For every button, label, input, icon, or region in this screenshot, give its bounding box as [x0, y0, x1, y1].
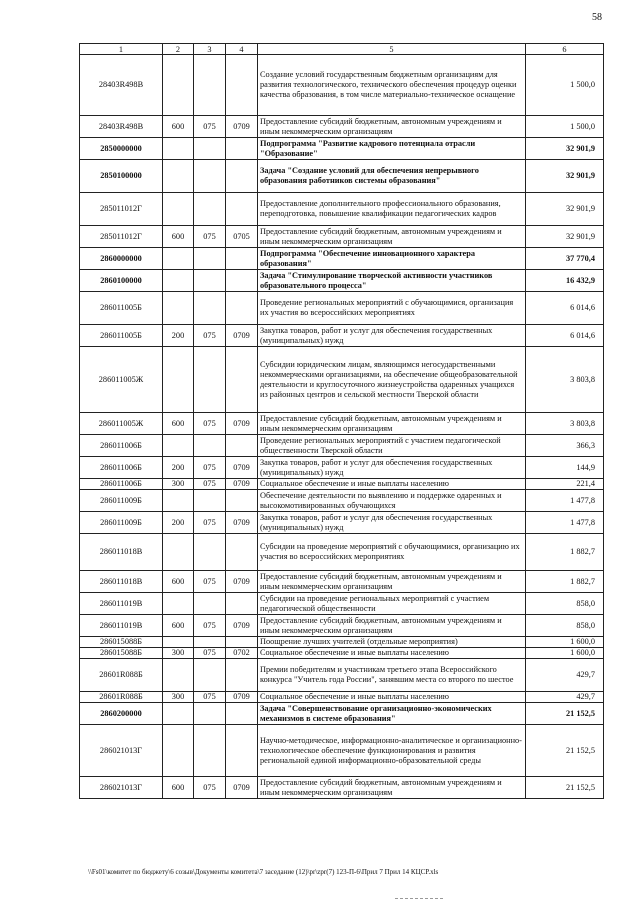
column-header: 4	[226, 44, 258, 55]
row-amount: 1 882,7	[526, 571, 604, 593]
table-row	[80, 193, 604, 226]
table-row	[80, 457, 604, 479]
table-row	[80, 534, 604, 571]
row-description: Социальное обеспечение и иные выплаты населению	[258, 479, 526, 490]
row-code: 286011009Б	[80, 512, 163, 534]
column-header: 5	[258, 44, 526, 55]
row-description: Задача "Создание условий для обеспечения непрерывного образования работников системы образования"	[258, 160, 526, 193]
row-expense-type	[163, 160, 194, 193]
row-amount: 221,4	[526, 479, 604, 490]
scan-artifact-line	[395, 898, 443, 899]
budget-table-body	[80, 44, 604, 799]
row-description: Закупка товаров, работ и услуг для обеспечения государственных (муниципальных) нужд	[258, 457, 526, 479]
row-amount: 21 152,5	[526, 777, 604, 799]
table-row	[80, 777, 604, 799]
table-row	[80, 292, 604, 325]
row-amount: 429,7	[526, 692, 604, 703]
table-row	[80, 692, 604, 703]
row-code: 286011006Б	[80, 479, 163, 490]
row-expense-type: 600	[163, 226, 194, 248]
row-expense-type	[163, 490, 194, 512]
row-expense-type	[163, 292, 194, 325]
row-expense-type: 600	[163, 615, 194, 637]
row-amount: 3 803,8	[526, 413, 604, 435]
row-expense-type	[163, 193, 194, 226]
row-amount: 21 152,5	[526, 725, 604, 777]
table-row	[80, 512, 604, 534]
budget-table	[79, 43, 604, 799]
row-code: 286011019В	[80, 593, 163, 615]
row-description: Задача "Стимулирование творческой активности участников образовательного процесса"	[258, 270, 526, 292]
row-amount: 3 803,8	[526, 347, 604, 413]
row-section-code: 0709	[226, 116, 258, 138]
row-section-code	[226, 490, 258, 512]
row-amount: 1 600,0	[526, 637, 604, 648]
row-section-code: 0709	[226, 457, 258, 479]
row-amount: 37 770,4	[526, 248, 604, 270]
row-ministry-code	[194, 248, 226, 270]
table-row	[80, 413, 604, 435]
row-code: 28403R498В	[80, 116, 163, 138]
row-description: Субсидии на проведение региональных мероприятий с участием педагогической общественности	[258, 593, 526, 615]
row-ministry-code	[194, 193, 226, 226]
row-ministry-code: 075	[194, 615, 226, 637]
row-ministry-code	[194, 347, 226, 413]
row-section-code	[226, 160, 258, 193]
table-row	[80, 725, 604, 777]
row-expense-type	[163, 637, 194, 648]
row-description: Проведение региональных мероприятий с обучающимися, организация их участия во всероссийских мероприятиях	[258, 292, 526, 325]
row-ministry-code: 075	[194, 648, 226, 659]
row-ministry-code: 075	[194, 116, 226, 138]
table-row	[80, 248, 604, 270]
row-section-code: 0709	[226, 413, 258, 435]
row-amount: 1 477,8	[526, 490, 604, 512]
row-description: Предоставление субсидий бюджетным, автономным учреждениям и иным некоммерческим организациям	[258, 571, 526, 593]
row-amount: 858,0	[526, 615, 604, 637]
row-expense-type	[163, 55, 194, 116]
row-code: 285011012Г	[80, 226, 163, 248]
table-row	[80, 593, 604, 615]
row-section-code	[226, 292, 258, 325]
row-ministry-code	[194, 55, 226, 116]
table-row	[80, 479, 604, 490]
row-expense-type: 200	[163, 512, 194, 534]
row-ministry-code: 075	[194, 413, 226, 435]
table-row	[80, 347, 604, 413]
row-code: 286011005Б	[80, 325, 163, 347]
row-code: 286011005Ж	[80, 347, 163, 413]
row-description: Субсидии на проведение мероприятий с обучающимися, организацию их участия во всероссийских мероприятиях	[258, 534, 526, 571]
row-code: 28403R498В	[80, 55, 163, 116]
row-description: Поощрение лучших учителей (отдельные мероприятия)	[258, 637, 526, 648]
row-amount: 858,0	[526, 593, 604, 615]
row-code: 286011009Б	[80, 490, 163, 512]
row-code: 286011005Б	[80, 292, 163, 325]
table-row	[80, 648, 604, 659]
row-section-code	[226, 659, 258, 692]
row-description: Закупка товаров, работ и услуг для обеспечения государственных (муниципальных) нужд	[258, 512, 526, 534]
row-section-code	[226, 725, 258, 777]
row-ministry-code	[194, 435, 226, 457]
row-code: 286011018В	[80, 571, 163, 593]
row-expense-type	[163, 725, 194, 777]
row-ministry-code	[194, 637, 226, 648]
row-ministry-code: 075	[194, 692, 226, 703]
column-header: 2	[163, 44, 194, 55]
row-description: Социальное обеспечение и иные выплаты населению	[258, 692, 526, 703]
row-ministry-code	[194, 270, 226, 292]
row-ministry-code	[194, 138, 226, 160]
row-description: Создание условий государственным бюджетным организациям для развития технологического, технического обеспечения процедур оценки качества образования, в том числе материально-техническое оснащение	[258, 55, 526, 116]
row-description: Субсидии юридическим лицам, являющимся негосударственными некоммерческими организациями, на обеспечение общеобразовательной деятельности и круглосуточного жизнеустройства одаренных учащихся из районных центров и сельской местности Тверской области	[258, 347, 526, 413]
row-amount: 1 500,0	[526, 55, 604, 116]
table-row	[80, 615, 604, 637]
row-expense-type: 200	[163, 325, 194, 347]
row-section-code: 0709	[226, 777, 258, 799]
table-header-row	[80, 44, 604, 55]
row-description: Предоставление субсидий бюджетным, автономным учреждениям и иным некоммерческим организациям	[258, 226, 526, 248]
row-expense-type	[163, 347, 194, 413]
row-amount: 1 882,7	[526, 534, 604, 571]
row-expense-type	[163, 248, 194, 270]
row-code: 286011005Ж	[80, 413, 163, 435]
row-ministry-code	[194, 534, 226, 571]
row-description: Подпрограмма "Обеспечение инновационного характера образования"	[258, 248, 526, 270]
row-ministry-code: 075	[194, 512, 226, 534]
table-row	[80, 116, 604, 138]
row-expense-type	[163, 534, 194, 571]
table-row	[80, 270, 604, 292]
row-code: 2860200000	[80, 703, 163, 725]
file-path-footer: \\Fs01\комитет по бюджету\6 созыв\Документы комитета\7 заседание (12)\pr\zpr(7) 123-П-6\Прил 7 Прил 14 КЦСР.xls	[88, 868, 439, 876]
row-ministry-code	[194, 725, 226, 777]
row-section-code	[226, 435, 258, 457]
row-code: 285011012Г	[80, 193, 163, 226]
row-description: Задача "Совершенствование организационно-экономических механизмов в системе образования"	[258, 703, 526, 725]
row-amount: 1 600,0	[526, 648, 604, 659]
row-code: 286011018В	[80, 534, 163, 571]
row-section-code	[226, 55, 258, 116]
row-ministry-code	[194, 703, 226, 725]
row-code: 286015088Б	[80, 648, 163, 659]
row-description: Подпрограмма "Развитие кадрового потенциала отрасли "Образование"	[258, 138, 526, 160]
row-description: Предоставление дополнительного профессионального образования, переподготовка, повышение квалификации педагогических кадров	[258, 193, 526, 226]
row-section-code	[226, 593, 258, 615]
row-code: 2860100000	[80, 270, 163, 292]
row-ministry-code	[194, 292, 226, 325]
row-section-code	[226, 703, 258, 725]
row-expense-type	[163, 593, 194, 615]
row-description: Проведение региональных мероприятий с участием педагогической общественности Тверской области	[258, 435, 526, 457]
row-description: Предоставление субсидий бюджетным, автономным учреждениям и иным некоммерческим организациям	[258, 615, 526, 637]
row-section-code	[226, 534, 258, 571]
row-code: 28601R088Б	[80, 692, 163, 703]
table-row	[80, 435, 604, 457]
table-row	[80, 160, 604, 193]
table-row	[80, 490, 604, 512]
row-ministry-code: 075	[194, 457, 226, 479]
row-code: 2850000000	[80, 138, 163, 160]
row-expense-type	[163, 659, 194, 692]
table-row	[80, 226, 604, 248]
row-amount: 1 500,0	[526, 116, 604, 138]
row-expense-type: 200	[163, 457, 194, 479]
row-description: Предоставление субсидий бюджетным, автономным учреждениям и иным некоммерческим организациям	[258, 777, 526, 799]
row-description: Научно-методическое, информационно-аналитическое и организационно-технологическое обеспечение функционирования и развития региональной единой информационно-образовательной среды	[258, 725, 526, 777]
row-description: Предоставление субсидий бюджетным, автономным учреждениям и иным некоммерческим организациям	[258, 413, 526, 435]
row-section-code	[226, 637, 258, 648]
row-code: 2850100000	[80, 160, 163, 193]
row-code: 286021013Г	[80, 777, 163, 799]
row-ministry-code	[194, 160, 226, 193]
row-amount: 144,9	[526, 457, 604, 479]
row-amount: 6 014,6	[526, 292, 604, 325]
row-section-code: 0709	[226, 479, 258, 490]
row-section-code: 0709	[226, 571, 258, 593]
row-expense-type: 300	[163, 479, 194, 490]
row-code: 286021013Г	[80, 725, 163, 777]
row-amount: 6 014,6	[526, 325, 604, 347]
row-amount: 32 901,9	[526, 160, 604, 193]
row-ministry-code: 075	[194, 479, 226, 490]
row-code: 2860000000	[80, 248, 163, 270]
row-amount: 32 901,9	[526, 138, 604, 160]
row-expense-type	[163, 703, 194, 725]
row-description: Закупка товаров, работ и услуг для обеспечения государственных (муниципальных) нужд	[258, 325, 526, 347]
row-description: Предоставление субсидий бюджетным, автономным учреждениям и иным некоммерческим организациям	[258, 116, 526, 138]
row-ministry-code: 075	[194, 226, 226, 248]
row-amount: 32 901,9	[526, 226, 604, 248]
row-expense-type: 600	[163, 413, 194, 435]
table-row	[80, 659, 604, 692]
row-ministry-code: 075	[194, 777, 226, 799]
row-expense-type: 300	[163, 692, 194, 703]
row-code: 286011006Б	[80, 435, 163, 457]
table-row	[80, 138, 604, 160]
row-amount: 429,7	[526, 659, 604, 692]
row-section-code: 0709	[226, 325, 258, 347]
column-header: 1	[80, 44, 163, 55]
row-ministry-code	[194, 490, 226, 512]
row-section-code: 0702	[226, 648, 258, 659]
row-amount: 32 901,9	[526, 193, 604, 226]
row-amount: 1 477,8	[526, 512, 604, 534]
row-section-code: 0705	[226, 226, 258, 248]
table-row	[80, 571, 604, 593]
row-expense-type: 600	[163, 777, 194, 799]
row-ministry-code	[194, 659, 226, 692]
row-ministry-code	[194, 593, 226, 615]
column-header: 3	[194, 44, 226, 55]
table-row	[80, 637, 604, 648]
row-code: 286011019В	[80, 615, 163, 637]
row-expense-type	[163, 270, 194, 292]
row-section-code: 0709	[226, 512, 258, 534]
row-amount: 366,3	[526, 435, 604, 457]
row-ministry-code: 075	[194, 571, 226, 593]
column-header: 6	[526, 44, 604, 55]
row-code: 286015088Б	[80, 637, 163, 648]
row-section-code	[226, 347, 258, 413]
row-expense-type: 600	[163, 116, 194, 138]
table-row	[80, 703, 604, 725]
row-expense-type	[163, 435, 194, 457]
row-expense-type	[163, 138, 194, 160]
row-amount: 21 152,5	[526, 703, 604, 725]
row-code: 28601R088Б	[80, 659, 163, 692]
row-ministry-code: 075	[194, 325, 226, 347]
row-section-code	[226, 248, 258, 270]
page-number: 58	[592, 12, 602, 23]
row-expense-type: 600	[163, 571, 194, 593]
row-code: 286011006Б	[80, 457, 163, 479]
table-row	[80, 325, 604, 347]
row-section-code	[226, 270, 258, 292]
row-expense-type: 300	[163, 648, 194, 659]
row-description: Социальное обеспечение и иные выплаты населению	[258, 648, 526, 659]
row-description: Премии победителям и участникам третьего этапа Всероссийского конкурса "Учитель года России", занявшим места со второго по шестое	[258, 659, 526, 692]
row-section-code: 0709	[226, 692, 258, 703]
row-amount: 16 432,9	[526, 270, 604, 292]
table-row	[80, 55, 604, 116]
row-section-code	[226, 193, 258, 226]
row-section-code: 0709	[226, 615, 258, 637]
row-description: Обеспечение деятельности по выявлению и поддержке одаренных и высокомотивированных обучающихся	[258, 490, 526, 512]
row-section-code	[226, 138, 258, 160]
